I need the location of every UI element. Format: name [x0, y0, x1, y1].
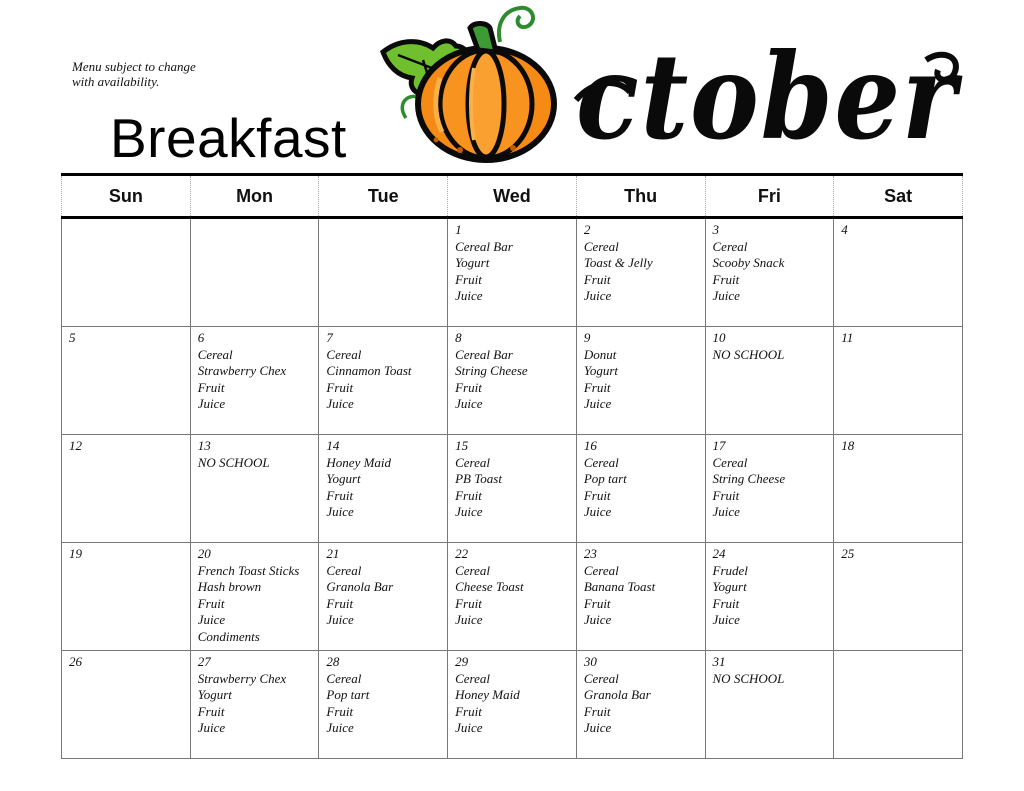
day-number: 10	[712, 330, 726, 345]
day-number: 23	[583, 546, 597, 561]
menu-item: Yogurt	[712, 579, 747, 594]
calendar-day-cell	[319, 651, 448, 759]
menu-item: Fruit	[583, 703, 611, 719]
calendar-day-cell	[834, 435, 963, 543]
menu-item: Honey Maid	[455, 687, 520, 702]
calendar-day-cell	[576, 435, 705, 543]
page-title: Breakfast	[110, 107, 347, 169]
menu-item: Juice	[326, 612, 354, 627]
calendar-day-cell	[705, 651, 834, 759]
calendar-day-cell	[190, 543, 319, 651]
calendar-day-cell	[576, 651, 705, 759]
menu-item: Cheese Toast	[455, 579, 524, 594]
day-number: 14	[326, 438, 340, 453]
menu-item: Granola Bar	[326, 579, 394, 594]
calendar-day-cell	[576, 327, 705, 435]
day-number: 21	[326, 546, 340, 561]
menu-item: Toast & Jelly	[583, 255, 653, 270]
day-number: 1	[455, 222, 462, 237]
weekday-header: Tue	[319, 175, 448, 218]
menu-item: Juice	[455, 396, 483, 411]
menu-item: Fruit	[326, 703, 354, 719]
calendar-day-cell	[705, 327, 834, 435]
menu-item: Fruit	[326, 595, 354, 611]
day-number: 15	[455, 438, 469, 453]
day-number: 2	[583, 222, 591, 237]
menu-item: Cereal	[455, 454, 491, 470]
menu-item: Fruit	[326, 487, 354, 503]
menu-item: Fruit	[197, 595, 225, 611]
menu-item: Fruit	[583, 487, 611, 503]
menu-item: Cereal	[712, 454, 748, 470]
weekday-header: Sat	[834, 175, 963, 218]
menu-item: Juice	[326, 504, 354, 519]
menu-item: Juice	[455, 504, 483, 519]
menu-item: Cereal	[712, 238, 748, 254]
calendar-day-cell	[190, 651, 319, 759]
menu-item: Donut	[583, 346, 617, 362]
menu-item: Condiments	[197, 628, 260, 644]
menu-item: Yogurt	[326, 471, 361, 486]
menu-item: Pop tart	[583, 471, 627, 486]
day-number: 3	[712, 222, 720, 237]
day-number: 8	[455, 330, 462, 345]
menu-item: Juice	[197, 612, 226, 627]
menu-item: Frudel	[712, 562, 748, 578]
menu-item: Juice	[197, 720, 226, 735]
menu-item: Juice	[712, 288, 740, 303]
day-number: 7	[326, 330, 333, 345]
menu-item: Fruit	[583, 595, 611, 611]
calendar-day-cell	[448, 543, 577, 651]
calendar-day-cell	[190, 218, 319, 327]
day-number: 17	[712, 438, 726, 453]
menu-item: Cereal	[326, 346, 362, 362]
calendar-week-row	[62, 543, 963, 651]
menu-item: Cereal	[326, 670, 362, 686]
menu-item: Fruit	[197, 379, 225, 395]
menu-item: Pop tart	[326, 687, 370, 702]
day-number: 12	[69, 438, 82, 453]
menu-item: Juice	[583, 612, 612, 627]
calendar-week-row	[62, 651, 963, 759]
menu-note	[72, 59, 272, 89]
menu-item: Fruit	[583, 379, 611, 395]
calendar-day-cell	[834, 543, 963, 651]
menu-item: Juice	[197, 396, 226, 411]
weekday-header: Thu	[576, 175, 705, 218]
menu-item: Juice	[326, 720, 354, 735]
calendar-day-cell	[576, 543, 705, 651]
calendar-day-cell	[834, 327, 963, 435]
menu-note-line: with availability.	[72, 74, 160, 89]
day-number: 19	[69, 546, 82, 561]
menu-item: Granola Bar	[583, 687, 651, 702]
calendar-day-cell	[448, 327, 577, 435]
calendar-day-cell	[448, 651, 577, 759]
menu-item: Juice	[712, 504, 740, 519]
menu-item: NO SCHOOL	[712, 670, 785, 686]
calendar-day-cell	[834, 651, 963, 759]
menu-item: Cereal	[455, 562, 491, 578]
day-number: 9	[583, 330, 591, 345]
menu-item: Cereal	[455, 670, 491, 686]
weekday-header: Wed	[448, 175, 577, 218]
weekday-header-row	[62, 175, 963, 218]
menu-item: String Cheese	[712, 471, 786, 486]
menu-item: Cinnamon Toast	[326, 363, 412, 378]
day-number: 26	[69, 654, 82, 669]
weekday-header: Fri	[705, 175, 834, 218]
calendar-day-cell	[448, 218, 577, 327]
menu-item: Juice	[583, 720, 612, 735]
calendar-table	[61, 173, 963, 759]
day-number: 13	[197, 438, 211, 453]
calendar-week-row	[62, 218, 963, 327]
menu-item: Banana Toast	[583, 579, 656, 594]
menu-item: Fruit	[712, 271, 740, 287]
calendar-day-cell	[62, 543, 191, 651]
menu-item: Juice	[583, 504, 612, 519]
menu-item: Strawberry Chex	[197, 363, 287, 378]
day-number: 31	[712, 654, 726, 669]
day-number: 11	[841, 330, 854, 345]
weekday-header: Mon	[190, 175, 319, 218]
menu-item: Yogurt	[197, 687, 232, 702]
day-number: 20	[197, 546, 211, 561]
day-number: 5	[69, 330, 76, 345]
october-header-art	[378, 0, 968, 175]
day-number: 22	[455, 546, 469, 561]
calendar-day-cell	[319, 435, 448, 543]
menu-item: Fruit	[455, 595, 482, 611]
menu-item: Honey Maid	[326, 454, 392, 470]
calendar-day-cell	[834, 218, 963, 327]
calendar-day-cell	[319, 327, 448, 435]
menu-item: Fruit	[583, 271, 611, 287]
calendar-day-cell	[62, 327, 191, 435]
menu-item: NO SCHOOL	[712, 346, 785, 362]
calendar-week-row	[62, 435, 963, 543]
day-number: 25	[841, 546, 855, 561]
menu-item: Fruit	[712, 595, 740, 611]
calendar-day-cell	[705, 218, 834, 327]
calendar-day-cell	[576, 218, 705, 327]
calendar-day-cell	[190, 327, 319, 435]
menu-item: Hash brown	[197, 579, 262, 594]
menu-item: Fruit	[197, 703, 225, 719]
menu-item: Cereal	[583, 238, 619, 254]
menu-item: Fruit	[455, 271, 482, 287]
menu-item: Yogurt	[455, 255, 490, 270]
calendar-day-cell	[62, 435, 191, 543]
calendar-day-cell	[319, 543, 448, 651]
menu-item: Fruit	[455, 703, 482, 719]
day-number: 18	[841, 438, 855, 453]
menu-item: Juice	[583, 396, 612, 411]
menu-item: Yogurt	[583, 363, 619, 378]
day-number: 30	[583, 654, 597, 669]
menu-item: Cereal	[197, 346, 233, 362]
menu-item: NO SCHOOL	[197, 454, 270, 470]
menu-item: Cereal	[583, 670, 619, 686]
menu-item: Strawberry Chex	[197, 670, 287, 686]
calendar-day-cell	[190, 435, 319, 543]
menu-item: Scooby Snack	[712, 255, 785, 270]
menu-item: Fruit	[455, 379, 482, 395]
menu-item: PB Toast	[455, 471, 502, 486]
menu-item: String Cheese	[455, 363, 528, 378]
menu-item: Cereal Bar	[455, 238, 513, 254]
menu-item: Fruit	[712, 487, 740, 503]
menu-item: Juice	[455, 288, 483, 303]
calendar-day-cell	[705, 435, 834, 543]
day-number: 29	[455, 654, 469, 669]
calendar-day-cell	[705, 543, 834, 651]
calendar-day-cell	[448, 435, 577, 543]
day-number: 27	[197, 654, 211, 669]
month-title: ctober	[576, 27, 964, 166]
menu-item: Cereal	[583, 562, 619, 578]
menu-item: Juice	[455, 720, 483, 735]
day-number: 6	[197, 330, 205, 345]
menu-item: Juice	[583, 288, 612, 303]
menu-note-line: Menu subject to change	[72, 59, 196, 74]
menu-item: Juice	[326, 396, 354, 411]
calendar-day-cell	[319, 218, 448, 327]
menu-item: Juice	[455, 612, 483, 627]
menu-item: Fruit	[455, 487, 482, 503]
day-number: 16	[583, 438, 597, 453]
calendar-week-row	[62, 327, 963, 435]
menu-item: Cereal	[326, 562, 362, 578]
calendar-day-cell	[62, 651, 191, 759]
calendar-day-cell	[62, 218, 191, 327]
menu-item: Cereal	[583, 454, 619, 470]
weekday-header: Sun	[62, 175, 191, 218]
day-number: 28	[326, 654, 340, 669]
menu-item: Fruit	[326, 379, 354, 395]
menu-item: Juice	[712, 612, 740, 627]
menu-item: French Toast Sticks	[197, 562, 300, 578]
day-number: 4	[841, 222, 848, 237]
menu-item: Cereal Bar	[455, 346, 513, 362]
day-number: 24	[712, 546, 726, 561]
